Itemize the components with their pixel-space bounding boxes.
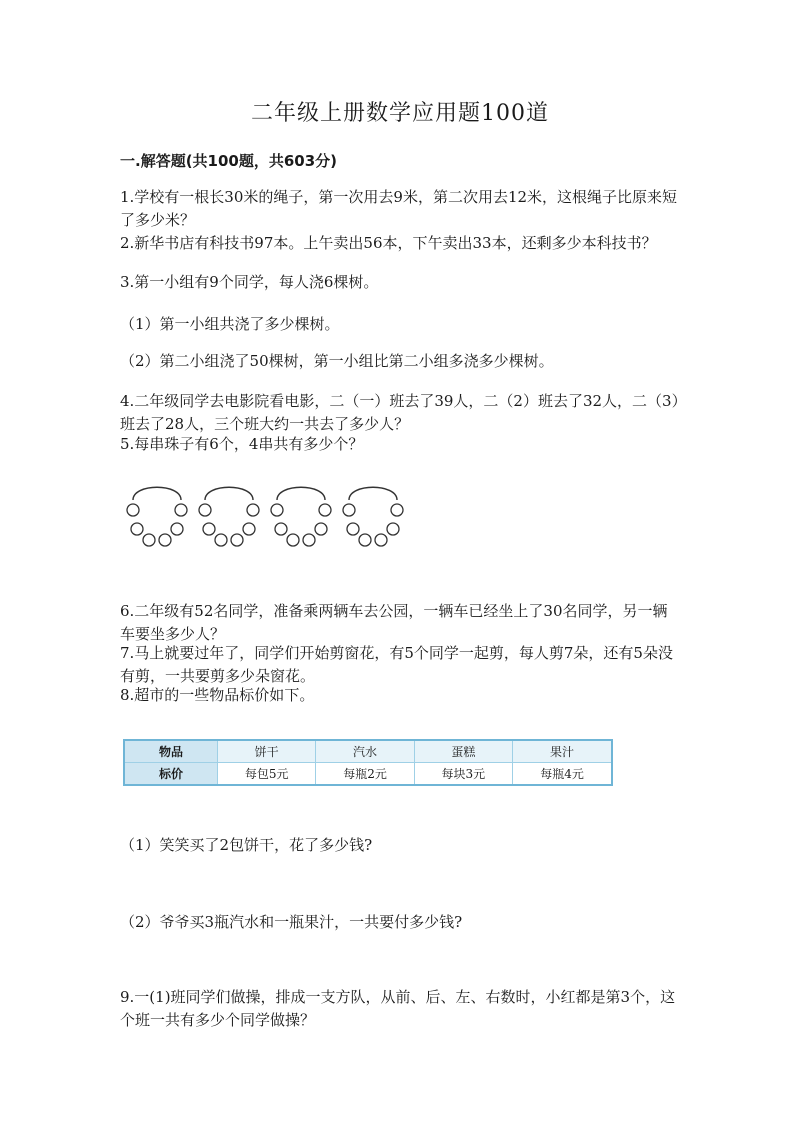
question-8: 8.超市的一些物品标价如下。: [120, 686, 315, 704]
question-4: 4.二年级同学去电影院看电影，二（一）班去了39人，二（2）班去了32人，二（3）班去了28人，三个班大约一共去了多少人？: [120, 392, 680, 433]
bead: [243, 523, 255, 535]
price-header-cell: 标价: [124, 763, 218, 786]
bead: [175, 504, 187, 516]
bead-string-loop: [133, 487, 181, 500]
bead: [203, 523, 215, 535]
bead-string-loop: [349, 487, 397, 500]
item-cell: 汽水: [316, 740, 414, 763]
question-5: 5.每串珠子有6个，4串共有多少个？: [120, 435, 364, 453]
bead: [159, 534, 171, 546]
bead-strings-figure: [120, 485, 420, 560]
price-table-item-row: [124, 740, 612, 763]
bead-string-loop: [277, 487, 325, 500]
item-cell: 果汁: [513, 740, 612, 763]
bead: [387, 523, 399, 535]
page-title: 二年级上册数学应用题100道: [251, 101, 549, 126]
question-9: 9.一(1)班同学们做操，排成一支方队，从前、后、左、右数时，小红都是第3个，这个班一共有多少个同学做操？: [120, 988, 676, 1029]
bead: [375, 534, 387, 546]
item-cell: 蛋糕: [414, 740, 512, 763]
bead: [171, 523, 183, 535]
price-table-price-row: [124, 763, 612, 786]
bead: [319, 504, 331, 516]
bead: [143, 534, 155, 546]
question-1: 1.学校有一根长30米的绳子，第一次用去9米，第二次用去12米，这根绳子比原来短了多少米？: [120, 188, 678, 229]
question-3-part-2: （2）第二小组浇了50棵树，第一小组比第二小组多浇多少棵树。: [120, 352, 554, 370]
price-cell: 每瓶2元: [316, 763, 414, 786]
bead: [347, 523, 359, 535]
bead: [343, 504, 355, 516]
price-cell: 每块3元: [414, 763, 512, 786]
section-heading: 一.解答题(共100题，共603分): [120, 152, 338, 170]
question-8-part-2: （2）爷爷买3瓶汽水和一瓶果汁，一共要付多少钱?: [120, 913, 463, 931]
item-header-cell: 物品: [124, 740, 218, 763]
bead: [131, 523, 143, 535]
bead: [359, 534, 371, 546]
bead: [231, 534, 243, 546]
bead-string-loop: [205, 487, 253, 500]
price-cell: 每瓶4元: [513, 763, 612, 786]
price-table: [123, 739, 613, 786]
bead-string: [127, 487, 187, 546]
bead: [199, 504, 211, 516]
question-2: 2.新华书店有科技书97本。上午卖出56本，下午卖出33本，还剩多少本科技书？: [120, 234, 657, 252]
question-6: 6.二年级有52名同学，准备乘两辆车去公园，一辆车已经坐上了30名同学，另一辆车要坐多少人？: [120, 602, 668, 643]
item-cell: 饼干: [218, 740, 316, 763]
question-3-part-1: （1）第一小组共浇了多少棵树。: [120, 315, 340, 333]
question-3: 3.第一小组有9个同学，每人浇6棵树。: [120, 273, 379, 291]
bead: [215, 534, 227, 546]
question-8-part-1: （1）笑笑买了2包饼干，花了多少钱?: [120, 836, 373, 854]
bead: [127, 504, 139, 516]
bead: [391, 504, 403, 516]
bead: [287, 534, 299, 546]
bead: [247, 504, 259, 516]
bead-string: [199, 487, 259, 546]
question-7: 7.马上就要过年了，同学们开始剪窗花，有5个同学一起剪，每人剪7朵，还有5朵没有剪，一共要剪多少朵窗花。: [120, 644, 673, 685]
bead-string: [271, 487, 331, 546]
bead: [315, 523, 327, 535]
price-cell: 每包5元: [218, 763, 316, 786]
bead: [275, 523, 287, 535]
bead: [303, 534, 315, 546]
bead: [271, 504, 283, 516]
bead-string: [343, 487, 403, 546]
